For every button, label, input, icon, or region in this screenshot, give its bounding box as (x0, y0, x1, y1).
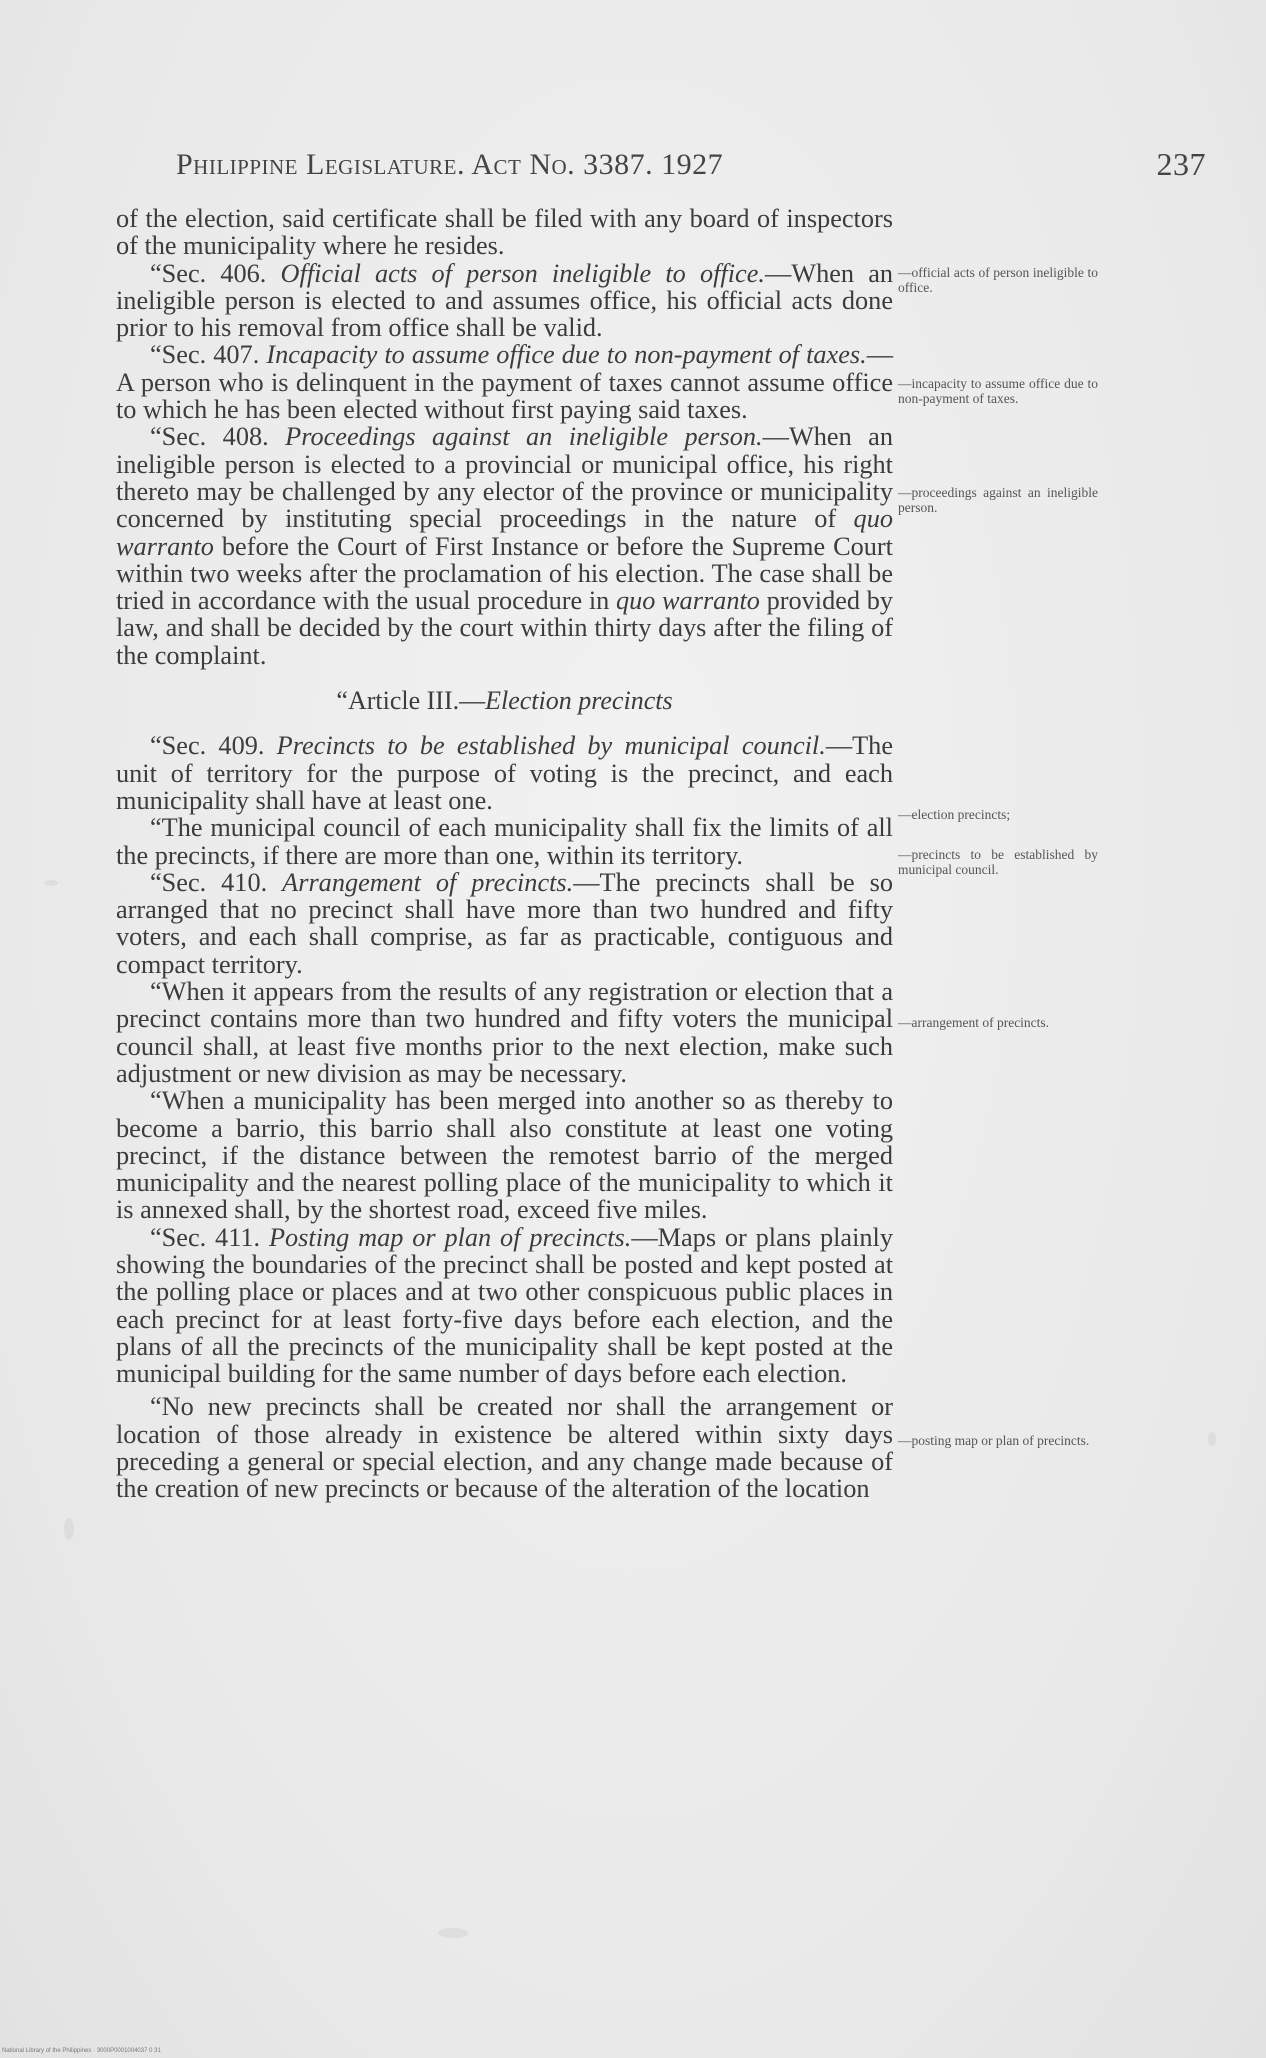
page-smudge (44, 880, 58, 886)
page-smudge (1208, 1432, 1216, 1446)
section-title: Posting map or plan of precincts. (268, 1222, 632, 1252)
margin-note-410: —arrangement of precincts. (898, 1015, 1050, 1030)
section-406: “Sec. 406. Official acts of person ineligible to office.—When an ineligible person is elected to and assumes office, his official acts done prior to his removal from office shall be valid. (116, 258, 894, 343)
section-title: Proceedings against an ineligible person. (285, 422, 763, 452)
section-title: Official acts of person ineligible to office. (280, 258, 765, 288)
paragraph: “When it appears from the results of any registration or election that a precinct contains more than two hundred and fifty voters the municipal council shall, at least five months prior to the next election, make such adjustment or new division as may be necessary. (116, 977, 893, 1088)
paragraph: “The municipal council of each municipality shall fix the limits of all the precincts, if there are more than one, within its territory. (116, 813, 893, 870)
section-407: “Sec. 407. Incapacity to assume office due to non-payment of taxes.—A person who is delinquent in the payment of taxes cannot assume office to which he has been elected without first paying said taxes. (116, 340, 893, 425)
section-title: Precincts to be established by municipal council. (276, 731, 826, 761)
article-heading: “Article III.—Election precincts (336, 686, 673, 716)
paragraph: “No new precincts shall be created nor shall the arrangement or location of those already in existence be altered within sixty days preceding a general or special election, and any change made because of the creation of new precincts or because of the alteration of the location (116, 1392, 893, 1504)
page-smudge (438, 1928, 468, 1938)
section-409: “Sec. 409. Precincts to be established by municipal council.—The unit of territory for the purpose of voting is the precinct, and each municipality shall have at least one. (116, 731, 893, 815)
margin-note-409: —precincts to be established by municipal council. (898, 847, 1098, 877)
page-number: 237 (1156, 146, 1206, 182)
running-header (176, 148, 1206, 182)
section-408: “Sec. 408. Proceedings against an ineligible person.—When an ineligible person is elected to a provincial or municipal office, his right thereto may be challenged by any elector of the province or municipality concerned by instituting special proceedings in the nature of quo warranto before the Court of First Instance or before the Supreme Court within two weeks after the proclamation of his election. The case shall be tried in accordance with the usual procedure in quo warranto provided by law, and shall be decided by the court within thirty days after the filing of the complaint. (116, 422, 893, 670)
margin-note-406: —official acts of person ineligible to office. (898, 265, 1098, 295)
page-smudge (64, 1518, 74, 1540)
scan-credit: National Library of the Philippines · 3000P0001004037 0 31 (2, 2048, 161, 2054)
margin-note-407: —incapacity to assume office due to non-payment of taxes. (898, 376, 1098, 406)
margin-note-408: —proceedings against an ineligible person. (898, 485, 1098, 515)
header-title: Philippine Legislature. Act No. 3387. 1927 (176, 148, 724, 181)
section-410: “Sec. 410. Arrangement of precincts.—The precincts shall be so arranged that no precinct shall have more than two hundred and fifty voters, and each shall comprise, as far as practicable, contiguous and compact territory. (116, 867, 894, 979)
margin-note-411: —posting map or plan of precincts. (898, 1433, 1090, 1448)
paragraph: “When a municipality has been merged into another so as thereby to become a barrio, this barrio shall also constitute at least one voting precinct, if the distance between the remotest barrio of the merged municipality and the nearest polling place of the municipality to which it is annexed shall, by the shortest road, exceed five miles. (116, 1086, 893, 1225)
margin-note-article: —election precincts; (898, 807, 1011, 822)
paragraph: of the election, said certificate shall be filed with any board of inspectors of the municipality where he resides. (116, 204, 893, 261)
section-title: Incapacity to assume office due to non-payment of taxes. (266, 340, 867, 370)
section-411: “Sec. 411. Posting map or plan of precincts.—Maps or plans plainly showing the boundaries of the precinct shall be posted and kept posted at the polling place or places and at two other conspicuous public places in each precinct for at least forty-five days before each election, and the plans of all the precincts of the municipality shall be kept posted at the municipal building for the same number of days before each election. (116, 1222, 894, 1389)
body-text (116, 205, 893, 1503)
section-title: Arrangement of precincts. (282, 867, 574, 897)
